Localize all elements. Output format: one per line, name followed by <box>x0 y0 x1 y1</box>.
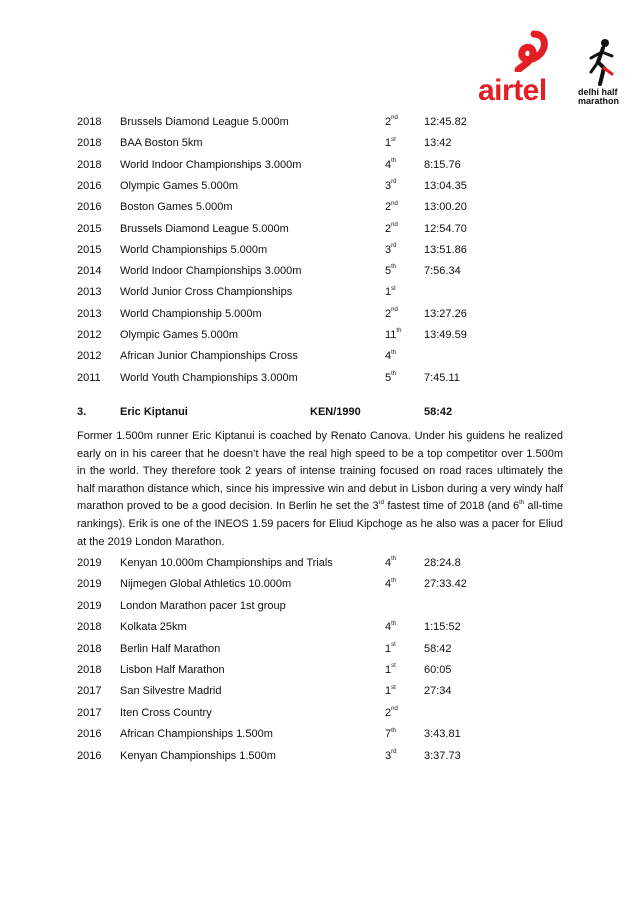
row-place <box>385 325 401 345</box>
row-event: Olympic Games 5.000m <box>120 329 238 341</box>
row-place <box>385 617 396 637</box>
row-place-number: 4 <box>385 621 392 634</box>
row-year: 2016 <box>77 728 102 741</box>
row-year: 2017 <box>77 706 102 719</box>
row-time: 13:49.59 <box>424 329 467 341</box>
row-time: 3:43.81 <box>424 728 461 741</box>
row-place-suffix: rd <box>391 243 397 250</box>
table-row <box>0 176 638 196</box>
row-place <box>385 155 396 175</box>
row-place-suffix: th <box>391 157 397 164</box>
row-place-suffix: nd <box>391 307 398 314</box>
table-row <box>0 639 638 659</box>
bio-text-3: all-time rankings). Erik is one of the INEOS 1.59 pacers for Eliud Kipchoge as he also was a pacer for Eliud at the 2019 London Marathon. <box>77 500 563 548</box>
table-row <box>0 660 638 680</box>
row-time: 27:34 <box>424 685 452 698</box>
row-event: World Junior Cross Championships <box>120 286 293 299</box>
row-year: 2016 <box>77 749 102 762</box>
row-event: San Silvestre Madrid <box>120 685 222 698</box>
row-place <box>385 346 396 366</box>
table-row <box>0 282 638 302</box>
row-place-number: 5 <box>385 265 392 278</box>
row-time: 8:15.76 <box>424 158 461 171</box>
row-place <box>385 724 396 744</box>
row-place-suffix: th <box>391 264 397 271</box>
row-event: Lisbon Half Marathon <box>120 664 225 676</box>
table-row <box>0 261 638 281</box>
row-year: 2019 <box>77 557 102 569</box>
row-time: 27:33.42 <box>424 578 467 591</box>
table-row <box>0 596 638 616</box>
row-year: 2013 <box>77 286 102 299</box>
row-time: 13:00.20 <box>424 201 467 214</box>
table-row <box>0 155 638 175</box>
bio-sup-1: rd <box>378 499 384 506</box>
row-time: 12:45.82 <box>424 116 467 128</box>
table-row <box>0 197 638 217</box>
row-place-suffix: th <box>391 556 397 563</box>
row-year: 2018 <box>77 158 102 171</box>
row-time: 3:37.73 <box>424 749 461 762</box>
row-place-number: 1 <box>385 664 392 676</box>
row-place-suffix: st <box>391 285 396 292</box>
athlete-country-year: KEN/1990 <box>310 406 361 418</box>
row-time: 13:51.86 <box>424 243 467 256</box>
row-event: Olympic Games 5.000m <box>120 179 238 192</box>
row-year: 2014 <box>77 265 102 278</box>
row-year: 2011 <box>77 371 101 384</box>
row-place <box>385 553 396 573</box>
row-place-number: 4 <box>385 557 392 569</box>
row-place-number: 3 <box>385 749 392 762</box>
row-place <box>385 746 396 766</box>
row-event: Kolkata 25km <box>120 621 187 634</box>
row-event: World Championships 5.000m <box>120 243 268 256</box>
table-row <box>0 304 638 324</box>
row-place-suffix: nd <box>391 706 398 713</box>
row-place-number: 3 <box>385 243 392 256</box>
row-place <box>385 368 396 388</box>
row-place-suffix: st <box>391 641 396 648</box>
table-row <box>0 219 638 239</box>
table-row <box>0 617 638 637</box>
row-place-suffix: st <box>391 136 396 143</box>
row-event: London Marathon pacer 1st group <box>120 599 286 612</box>
row-event: Brussels Diamond League 5.000m <box>120 222 289 235</box>
airtel-wordmark: airtel <box>478 74 547 107</box>
row-place-suffix: th <box>391 370 397 377</box>
row-place-number: 4 <box>385 158 392 171</box>
row-place-suffix: nd <box>391 221 398 228</box>
row-place <box>385 176 396 196</box>
table-row <box>0 112 638 132</box>
row-place <box>385 240 396 260</box>
row-year: 2015 <box>77 222 102 235</box>
row-place-suffix: nd <box>391 115 398 122</box>
table-row <box>0 553 638 573</box>
bio-text-1: Former 1.500m runner Eric Kiptanui is coached by Renato Canova. Under his guidens he realized early on in his career that he doesn’t have the real high speed to be a top competitor over 1.500m in the world. They therefore took 2 years of intense training focused on road races ultimately the half marathon distance which, since his impressive win and debut in Lisbon during a very windy half marathon proved to be a good decision. In Berlin he set the 3 <box>77 430 563 513</box>
row-event: BAA Boston 5km <box>120 137 203 150</box>
row-year: 2018 <box>77 642 102 655</box>
row-place-suffix: th <box>391 349 397 356</box>
row-place-number: 4 <box>385 350 392 363</box>
bio-text-2: fastest time of 2018 (and 6 <box>383 500 520 513</box>
row-year: 2017 <box>77 685 102 698</box>
table-row <box>0 574 638 594</box>
row-place-number: 2 <box>385 307 392 320</box>
row-year: 2012 <box>77 350 102 363</box>
row-place <box>385 282 396 302</box>
row-event: World Indoor Championships 3.000m <box>120 265 302 278</box>
row-year: 2016 <box>77 179 102 192</box>
athlete-name: Eric Kiptanui <box>120 406 188 418</box>
athlete-bio <box>77 428 563 551</box>
row-event: Berlin Half Marathon <box>120 642 221 655</box>
row-place-number: 2 <box>385 116 392 128</box>
row-place <box>385 112 398 132</box>
row-time: 58:42 <box>424 642 452 655</box>
row-place <box>385 681 396 701</box>
row-time: 28:24.8 <box>424 557 461 569</box>
runner-icon <box>586 38 616 86</box>
row-place-number: 2 <box>385 201 392 214</box>
table-row <box>0 681 638 701</box>
row-year: 2019 <box>77 599 102 612</box>
row-place <box>385 261 396 281</box>
row-year: 2013 <box>77 307 102 320</box>
row-year: 2018 <box>77 116 102 128</box>
table-row <box>0 746 638 766</box>
row-place <box>385 660 396 680</box>
row-event: African Junior Championships Cross <box>120 350 298 363</box>
row-place-number: 1 <box>385 286 392 299</box>
row-place-number: 11 <box>385 329 397 341</box>
row-place-suffix: th <box>391 577 397 584</box>
table-row <box>0 133 638 153</box>
table-row <box>0 346 638 366</box>
row-time: 60:05 <box>424 664 452 676</box>
athlete-number: 3. <box>77 406 87 418</box>
row-event: World Championship 5.000m <box>120 307 262 320</box>
row-place-number: 1 <box>385 642 392 655</box>
row-time: 12:54.70 <box>424 222 467 235</box>
row-place <box>385 574 396 594</box>
row-time: 13:42 <box>424 137 452 150</box>
row-event: World Indoor Championships 3.000m <box>120 158 302 171</box>
row-event: Kenyan Championships 1.500m <box>120 749 276 762</box>
row-place-suffix: th <box>396 328 402 335</box>
table-row <box>0 325 638 345</box>
row-place-suffix: rd <box>391 179 397 186</box>
bio-sup-2: th <box>519 499 525 506</box>
row-place-number: 2 <box>385 222 392 235</box>
airtel-swoosh-icon <box>514 30 550 72</box>
delhi-half-marathon-logo <box>578 38 626 113</box>
row-event: Nijmegen Global Athletics 10.000m <box>120 578 292 591</box>
row-place <box>385 197 398 217</box>
dhm-line1: delhi half <box>578 87 618 97</box>
row-place-suffix: st <box>391 684 396 691</box>
row-place-suffix: st <box>391 663 396 670</box>
table-row <box>0 240 638 260</box>
row-place-suffix: th <box>391 727 397 734</box>
row-place <box>385 133 396 153</box>
row-event: Iten Cross Country <box>120 706 212 719</box>
row-time: 7:45.11 <box>424 371 460 384</box>
row-year: 2016 <box>77 201 102 214</box>
row-place-suffix: nd <box>391 200 398 207</box>
row-time: 7:56.34 <box>424 265 461 278</box>
row-place-number: 1 <box>385 137 392 150</box>
row-place-number: 5 <box>385 371 392 384</box>
athlete-personal-best: 58:42 <box>424 406 453 418</box>
row-time: 1:15:52 <box>424 621 461 634</box>
header-logos <box>478 28 628 113</box>
row-place <box>385 703 398 723</box>
row-year: 2018 <box>77 137 102 150</box>
row-place <box>385 304 398 324</box>
table-row <box>0 703 638 723</box>
dhm-wordmark <box>578 88 619 106</box>
dhm-line2: marathon <box>578 96 620 106</box>
row-place-number: 3 <box>385 179 392 192</box>
row-year: 2012 <box>77 329 102 341</box>
airtel-logo <box>478 28 573 113</box>
row-time: 13:04.35 <box>424 179 467 192</box>
row-place-number: 7 <box>385 728 392 741</box>
row-event: African Championships 1.500m <box>120 728 273 741</box>
row-event: Brussels Diamond League 5.000m <box>120 116 289 128</box>
row-year: 2019 <box>77 578 102 591</box>
row-place <box>385 219 398 239</box>
row-event: Kenyan 10.000m Championships and Trials <box>120 557 333 569</box>
row-place-number: 4 <box>385 578 392 591</box>
row-place-suffix: rd <box>391 748 397 755</box>
row-place-number: 2 <box>385 706 392 719</box>
row-year: 2015 <box>77 243 102 256</box>
table-row <box>0 724 638 744</box>
table-row <box>0 368 638 388</box>
row-event: World Youth Championships 3.000m <box>120 371 298 384</box>
row-place-number: 1 <box>385 685 392 698</box>
row-year: 2018 <box>77 621 102 634</box>
row-place-suffix: th <box>391 620 397 627</box>
row-place <box>385 639 396 659</box>
row-year: 2018 <box>77 664 102 676</box>
row-event: Boston Games 5.000m <box>120 201 233 214</box>
row-time: 13:27.26 <box>424 307 467 320</box>
